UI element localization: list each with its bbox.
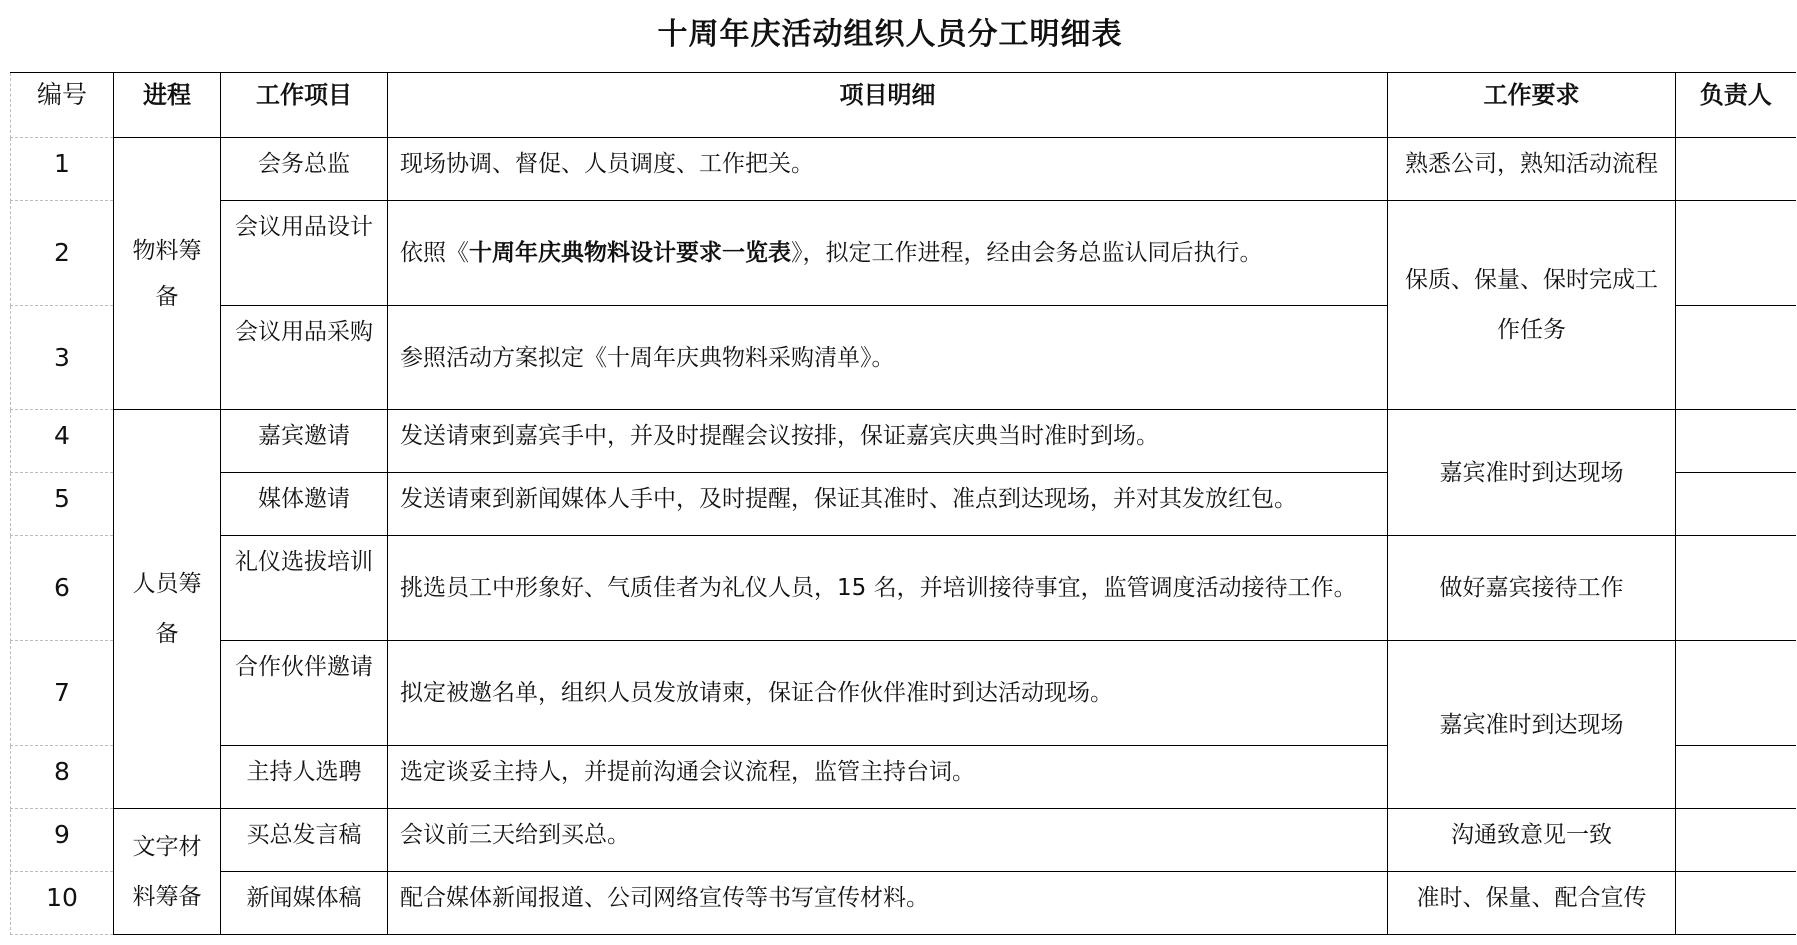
header-item: 工作项目	[221, 73, 388, 138]
owner-cell[interactable]	[1676, 809, 1796, 872]
owner-cell[interactable]	[1676, 201, 1796, 306]
owner-cell[interactable]	[1676, 536, 1796, 641]
work-item: 新闻媒体稿	[221, 872, 388, 935]
row-number: 4	[11, 410, 114, 473]
row-number: 9	[11, 809, 114, 872]
row-number: 5	[11, 473, 114, 536]
item-detail: 现场协调、督促、人员调度、工作把关。	[388, 138, 1388, 201]
item-detail: 配合媒体新闻报道、公司网络宣传等书写宣传材料。	[388, 872, 1388, 935]
work-requirement	[1388, 201, 1676, 410]
owner-cell[interactable]	[1676, 138, 1796, 201]
header-no: 编号	[11, 73, 114, 138]
assignment-table	[10, 72, 1796, 935]
item-detail: 挑选员工中形象好、气质佳者为礼仪人员，15 名，并培训接待事宜，监管调度活动接待工作。	[388, 536, 1388, 641]
requirement-text: 保质、保量、保时完成工作任务	[1405, 267, 1658, 343]
detail-text-post: 》，拟定工作进程，经由会务总监认同后执行。	[791, 240, 1263, 266]
work-requirement: 做好嘉宾接待工作	[1388, 536, 1676, 641]
item-detail: 发送请柬到嘉宾手中，并及时提醒会议按排，保证嘉宾庆典当时准时到场。	[388, 410, 1388, 473]
item-detail: 选定谈妥主持人，并提前沟通会议流程，监管主持台词。	[388, 746, 1388, 809]
work-item: 买总发言稿	[221, 809, 388, 872]
owner-cell[interactable]	[1676, 641, 1796, 746]
table-row	[11, 138, 1796, 201]
owner-cell[interactable]	[1676, 746, 1796, 809]
table-row	[11, 201, 1796, 306]
item-detail: 发送请柬到新闻媒体人手中，及时提醒，保证其准时、准点到达现场，并对其发放红包。	[388, 473, 1388, 536]
stage-label: 物料筹备	[132, 237, 202, 310]
row-number: 6	[11, 536, 114, 641]
stage-label: 文字材料筹备	[132, 833, 202, 910]
table-row	[11, 536, 1796, 641]
work-requirement: 熟悉公司，熟知活动流程	[1388, 138, 1676, 201]
stage-cell-people	[114, 410, 221, 809]
stage-label: 人员筹备	[132, 571, 202, 647]
work-item: 媒体邀请	[221, 473, 388, 536]
work-requirement: 沟通致意见一致	[1388, 809, 1676, 872]
table-row	[11, 641, 1796, 746]
row-number: 3	[11, 306, 114, 410]
row-number: 1	[11, 138, 114, 201]
owner-cell[interactable]	[1676, 410, 1796, 473]
header-detail: 项目明细	[388, 73, 1388, 138]
row-number: 7	[11, 641, 114, 746]
row-number: 10	[11, 872, 114, 935]
item-detail: 参照活动方案拟定《十周年庆典物料采购清单》。	[388, 306, 1388, 410]
detail-text-bold: 十周年庆典物料设计要求一览表	[469, 240, 791, 266]
owner-cell[interactable]	[1676, 306, 1796, 410]
owner-cell[interactable]	[1676, 872, 1796, 935]
item-detail	[388, 201, 1388, 306]
work-item: 会议用品采购	[221, 306, 388, 410]
item-detail: 会议前三天给到买总。	[388, 809, 1388, 872]
work-item: 嘉宾邀请	[221, 410, 388, 473]
header-stage: 进程	[114, 73, 221, 138]
table-row	[11, 809, 1796, 872]
table-row	[11, 872, 1796, 935]
work-item: 主持人选聘	[221, 746, 388, 809]
work-requirement: 嘉宾准时到达现场	[1388, 410, 1676, 536]
item-detail: 拟定被邀名单，组织人员发放请柬，保证合作伙伴准时到达活动现场。	[388, 641, 1388, 746]
row-number: 8	[11, 746, 114, 809]
stage-cell-materials	[114, 138, 221, 410]
header-owner: 负责人	[1676, 73, 1796, 138]
row-number: 2	[11, 201, 114, 306]
stage-cell-texts	[114, 809, 221, 935]
page-title: 十周年庆活动组织人员分工明细表	[657, 17, 1123, 52]
header-row	[11, 73, 1796, 138]
work-item: 合作伙伴邀请	[221, 641, 388, 746]
detail-text-pre: 依照《	[400, 240, 469, 266]
work-requirement: 嘉宾准时到达现场	[1388, 641, 1676, 809]
work-item: 会议用品设计	[221, 201, 388, 306]
header-requirement: 工作要求	[1388, 73, 1676, 138]
table-row	[11, 410, 1796, 473]
work-item: 礼仪选拔培训	[221, 536, 388, 641]
work-item: 会务总监	[221, 138, 388, 201]
owner-cell[interactable]	[1676, 473, 1796, 536]
work-requirement: 准时、保量、配合宣传	[1388, 872, 1676, 935]
